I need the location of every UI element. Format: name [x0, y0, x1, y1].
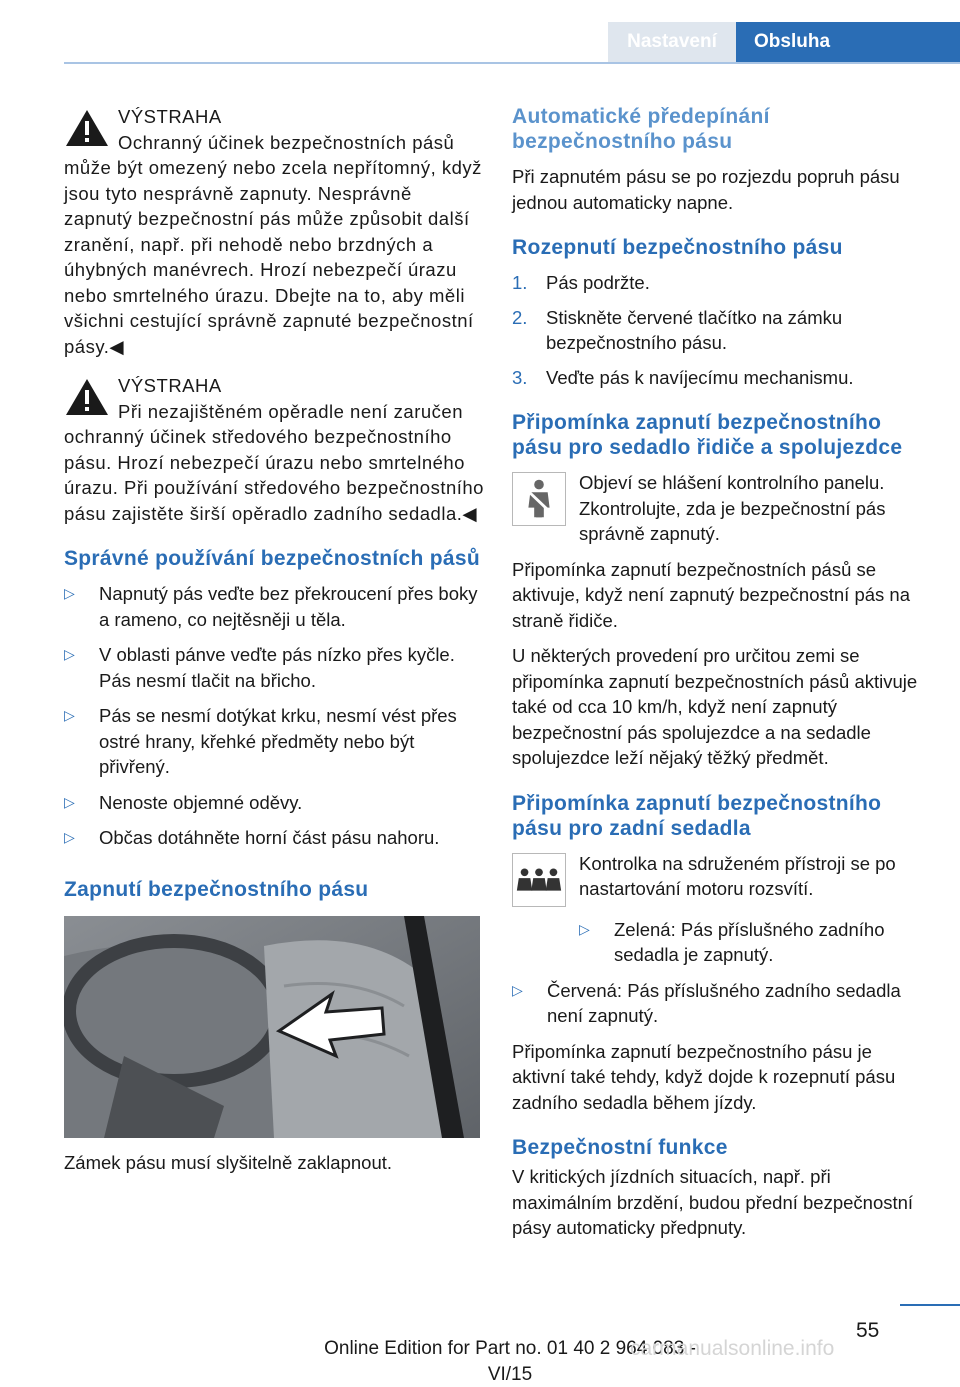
- list-item: ▷ Občas dotáhněte horní část pásu nahoru.: [64, 825, 484, 851]
- heading-reminder-rear: Připomínka zapnutí bezpečnostního pásu pro zadní sedadla: [512, 791, 882, 840]
- photo-caption: Zámek pásu musí slyšitelně zaklapnout.: [64, 1151, 393, 1173]
- triangle-bullet-icon: ▷: [64, 585, 75, 601]
- triangle-bullet-icon: ▷: [64, 707, 75, 723]
- list-item: ▷ V oblasti pánve veďte pás nízko přes kyčle. Pás nesmí tlačit na břicho.: [64, 644, 455, 691]
- left-column: [64, 104, 484, 1185]
- warning-block-1: [64, 104, 484, 359]
- reminder-front-p2: U některých provedení pro určitou zemi se připomínka zapnutí bezpečnostních pásů aktivuje také od cca 10 km/h, když není zapnutý bezpečnostní pás spolujezdce a na sedadle spolujezdce leží nějaký těžký předmět.: [512, 645, 918, 768]
- edition-note: Online Edition for Part no. 01 40 2 964 083 - VI/15: [324, 1338, 696, 1385]
- footer-rule: [900, 1304, 960, 1306]
- warning-triangle-icon: [64, 108, 110, 148]
- triangle-bullet-icon: ▷: [579, 920, 590, 937]
- header-rule: [64, 62, 960, 64]
- reminder-front-icon-text: Objeví se hlášení kontrolního panelu. Zkontrolujte, zda je bezpečnostní pás správně zapnutý.: [579, 472, 886, 544]
- reminder-front-p1: Připomínka zapnutí bezpečnostních pásů se aktivuje, když není zapnutý bezpečnostní pás na straně řidiče.: [512, 558, 911, 631]
- usage-list: [64, 581, 484, 851]
- reminder-rear-green-list: [579, 917, 928, 968]
- list-item: ▷ Pás se nesmí dotýkat krku, nesmí vést přes ostré hrany, křehké předměty nebo být přivřený.: [64, 705, 457, 777]
- warning-title: VÝSTRAHA: [118, 375, 222, 396]
- triangle-bullet-icon: ▷: [64, 829, 75, 845]
- warning-title: VÝSTRAHA: [118, 106, 222, 127]
- unfasten-steps: [512, 270, 928, 390]
- warning-block-2: [64, 373, 484, 526]
- reminder-front-row: [512, 470, 928, 547]
- list-item: ▷ Červená: Pás příslušného zadního sedadla není zapnutý.: [512, 979, 901, 1026]
- seatbelt-buckle-photo: [64, 916, 480, 1138]
- safety-text: V kritických jízdních situacích, např. při maximálním brzdění, budou přední bezpečnostní pásy automaticky předpnuty.: [512, 1166, 914, 1238]
- list-item: ▷ Zelená: Pás příslušného zadního sedadla je zapnutý.: [579, 918, 885, 965]
- right-column: [512, 104, 928, 1251]
- auto-tensioning-text: Při zapnutém pásu se po rozjezdu popruh pásu jednou automaticky napne.: [512, 166, 900, 213]
- tab-obsluha[interactable]: Obsluha: [736, 22, 960, 62]
- reminder-rear-red-list: [512, 978, 928, 1029]
- list-item: ▷ Napnutý pás veďte bez překroucení přes boky a rameno, co nejtěsněji u těla.: [64, 583, 478, 630]
- triangle-bullet-icon: ▷: [512, 981, 523, 998]
- list-item: 1. Pás podržte.: [512, 272, 650, 293]
- warning-triangle-icon: [64, 377, 110, 417]
- rear-seats-icon: [512, 853, 566, 907]
- triangle-bullet-icon: ▷: [64, 793, 75, 810]
- heading-fasten-belt: Zapnutí bezpečnostního pásu: [64, 877, 369, 901]
- heading-unfasten: Rozepnutí bezpečnostního pásu: [512, 236, 843, 259]
- reminder-rear-text: Připomínka zapnutí bezpečnostního pásu je aktivní také tehdy, když dojde k rozepnutí pásu zadního sedadla během jízdy.: [512, 1040, 896, 1113]
- heading-safety-function: Bezpečnostní funkce: [512, 1136, 728, 1159]
- heading-reminder-front: Připomínka zapnutí bezpečnostního pásu pro sedadlo řidiče a spolujezdce: [512, 411, 903, 459]
- warning-text: Při nezajištěném opěradle není zaručen ochranný účinek středového bezpečnostního pásu. Hrozí nebezpečí úrazu nebo smrtelného úrazu. Při používání středového bezpečnostního pásu zajistěte širší opěradlo zadního sedadla.◀: [64, 400, 484, 524]
- list-item: 2. Stiskněte červené tlačítko na zámku bezpečnostního pásu.: [512, 306, 843, 353]
- watermark: carmanualsonline.info: [630, 1337, 835, 1360]
- warning-text: Ochranný účinek bezpečnostních pásů může být omezený nebo zcela nepřítomný, když jsou tyto nesprávně zapnuty. Nesprávně zapnutý bezpečnostní pás může způsobit další zranění, např. při nehodě nebo brzdných a úhybných manévrech. Hrozí nebezpečí úrazu nebo smrtelného úrazu. Dbejte na to, aby měli všichni cestující správně zapnuté bezpečnostní pásy.◀: [64, 131, 482, 357]
- heading-auto-tensioning: Automatické předepínání bezpečnostního pásu: [512, 105, 770, 153]
- page-number: 55: [856, 1319, 880, 1342]
- list-item: 3. Veďte pás k navíjecímu mechanismu.: [512, 366, 854, 388]
- reminder-rear-icon-text: Kontrolka na sdruženém přístroji se po nastartování motoru rozsvítí.: [579, 852, 896, 899]
- reminder-rear-row: [512, 851, 928, 907]
- triangle-bullet-icon: ▷: [64, 646, 75, 662]
- heading-correct-usage: Správné používání bezpečnostních pásů: [64, 547, 481, 570]
- tab-nastaveni[interactable]: Nastavení: [608, 22, 736, 62]
- list-item: ▷ Nenoste objemné oděvy.: [64, 790, 484, 816]
- seatbelt-warning-icon: [512, 472, 566, 526]
